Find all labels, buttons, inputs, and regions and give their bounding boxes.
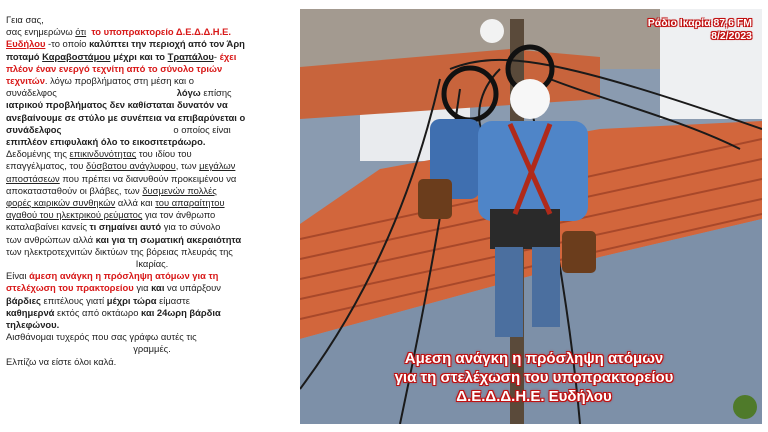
greeting: Γεια σας, [6,14,44,25]
text: για το σύνολο [161,221,221,233]
text: και 24ωρη βάρδια [141,306,221,318]
letter-line [6,51,298,63]
tool-bag [418,179,452,219]
text: αποκατασταθούν οι βλάβες, των [6,184,143,196]
text: Δεδομένης της [6,148,70,160]
letter-line [6,87,298,99]
text: δυσμενών πολλές [142,184,217,196]
text: άμεση ανάγκη η πρόσληψη ατόμων για [29,270,206,282]
headline-line: για τη στελέχωση του υποπρακτορείου [394,369,674,386]
letter-line [6,319,298,331]
letter-line [6,282,298,294]
text: μεγάλων [199,160,236,172]
letter-line [6,148,298,160]
hard-hat-front [510,79,550,119]
letter-line [6,136,298,148]
text: σας ενημερώνω [6,26,76,38]
text: να υπάρξουν [164,282,221,294]
text: εκτός από οκτάωρο [54,306,142,318]
hard-hat [480,19,504,43]
text: επίσης [200,87,232,99]
text: καθημερνά [6,306,55,318]
text: Τραπάλου [167,50,214,62]
letter-line [6,246,298,258]
text: του ιδίου του [136,148,192,160]
text: τη [205,270,219,282]
station-name: Ράδιο Ικαρία 87,6 FM [647,17,752,29]
headline-line: Αμεση ανάγκη η πρόσληψη ατόμων [404,350,664,367]
text: που πρέπει να διανυθούν προκειμένου να [59,172,237,184]
text: και [95,233,109,245]
text: καταλαβαίνει κανείς [6,221,90,233]
text: είμαστε [156,294,190,306]
letter-text [6,14,298,368]
letter-line [6,331,298,343]
text: στελέχωση του πρακτορείου [6,282,134,294]
text: -το οποίο [45,38,90,50]
text: επιπλέον επιφυλακή όλο το εικοσιτετράωρο. [6,136,206,148]
letter-line [6,99,298,111]
text: μέχρι και το [110,50,168,62]
letter-line [6,160,298,172]
text: για [133,282,152,294]
tool-belt [490,209,560,249]
text: των ανθρώπων αλλά [6,233,96,245]
text: των ηλεκτροτεχνιτών δικτύων της βόρειας πλευράς της [6,245,233,257]
tool-bag [562,231,596,273]
worker-leg [495,247,523,337]
letter-line [6,124,298,136]
text: ιατρικού προβλήματος δεν καθίσταται δυνατόν να [6,99,228,111]
text: Καραβοστάμου [42,50,111,62]
letter-line [6,258,298,270]
letter-line [6,356,298,368]
letter-line [6,63,298,75]
letter-line [6,343,298,355]
text: το υποπρακτορείο Δ.Ε.Δ.Δ.Η.Ε. [91,26,232,38]
text: τι σημαίνει αυτό [89,221,162,233]
worker-leg [532,247,560,327]
text: μέχρι τώρα [106,294,157,306]
letter-line [6,173,298,185]
letter-line [6,75,298,87]
letter-line [6,197,298,209]
text: του απαραίτητου [155,197,225,209]
letter-line [6,307,298,319]
text: αγαθού του ηλεκτρικού ρεύματος [6,209,143,221]
station-watermark [648,17,752,43]
text: για τον άνθρωπο [142,209,216,221]
text: επιτέλους γιατί [43,294,107,306]
letter-line [6,270,298,282]
text: . λόγω προβλήματος στη μέση και ο [44,75,194,87]
text: - [213,50,218,62]
letter-line [6,209,298,221]
text: συνάδελφος [6,123,62,135]
lineman-photo [300,9,762,424]
text: φορές καιρικών συνθηκών [6,197,116,209]
photo-date: 8/2/2023 [711,30,752,42]
headline-line: Δ.Ε.Δ.Δ.Η.Ε. Ευδήλου [456,388,612,405]
text: επικινδυνότητας [69,148,137,160]
text: , των [175,160,200,172]
text: λόγω [176,87,201,99]
text: για τη σωματική ακεραιότητα [108,233,242,245]
letter-line [6,221,298,233]
text: συνάδελφος [6,87,57,99]
text: καλύπτει την περιοχή από τον Άρη [89,38,245,50]
letter-line [6,295,298,307]
text: πλέον έναν ενεργό τεχνίτη από το σύνολο τριών [6,62,223,74]
letter-line [6,38,298,50]
text: αποστάσεων [6,172,60,184]
text: Ευδήλου [6,38,46,50]
text: βάρδιες [6,294,44,306]
text: Είναι [6,270,30,282]
text: επαγγέλματος, του [6,160,87,172]
text: Ελπίζω να είστε όλοι καλά. [6,355,117,367]
text: ανεβαίνουμε σε στύλο με συνέπεια να επιβαρύνεται ο [6,111,246,123]
text: και [151,282,165,294]
text: αλλά και [115,197,156,209]
text: Ικαρίας. [135,258,169,270]
text: έχει [217,50,237,62]
letter-line [6,185,298,197]
text: ο οποίος είναι [173,123,231,135]
letter-line [6,234,298,246]
text: ποταμό [6,50,43,62]
text: γραμμές. [133,343,171,355]
text: δύσβατου ανάγλυφου [86,160,176,172]
text: Αισθάνομαι τυχερός που σας γράφω αυτές τις [6,331,197,343]
photo-headline [324,349,744,406]
letter-line [6,112,298,124]
text: ότι [75,26,87,38]
text: τεχνιτών [6,75,45,87]
text: τηλεφώνου. [6,319,60,331]
letter-line [6,26,298,38]
